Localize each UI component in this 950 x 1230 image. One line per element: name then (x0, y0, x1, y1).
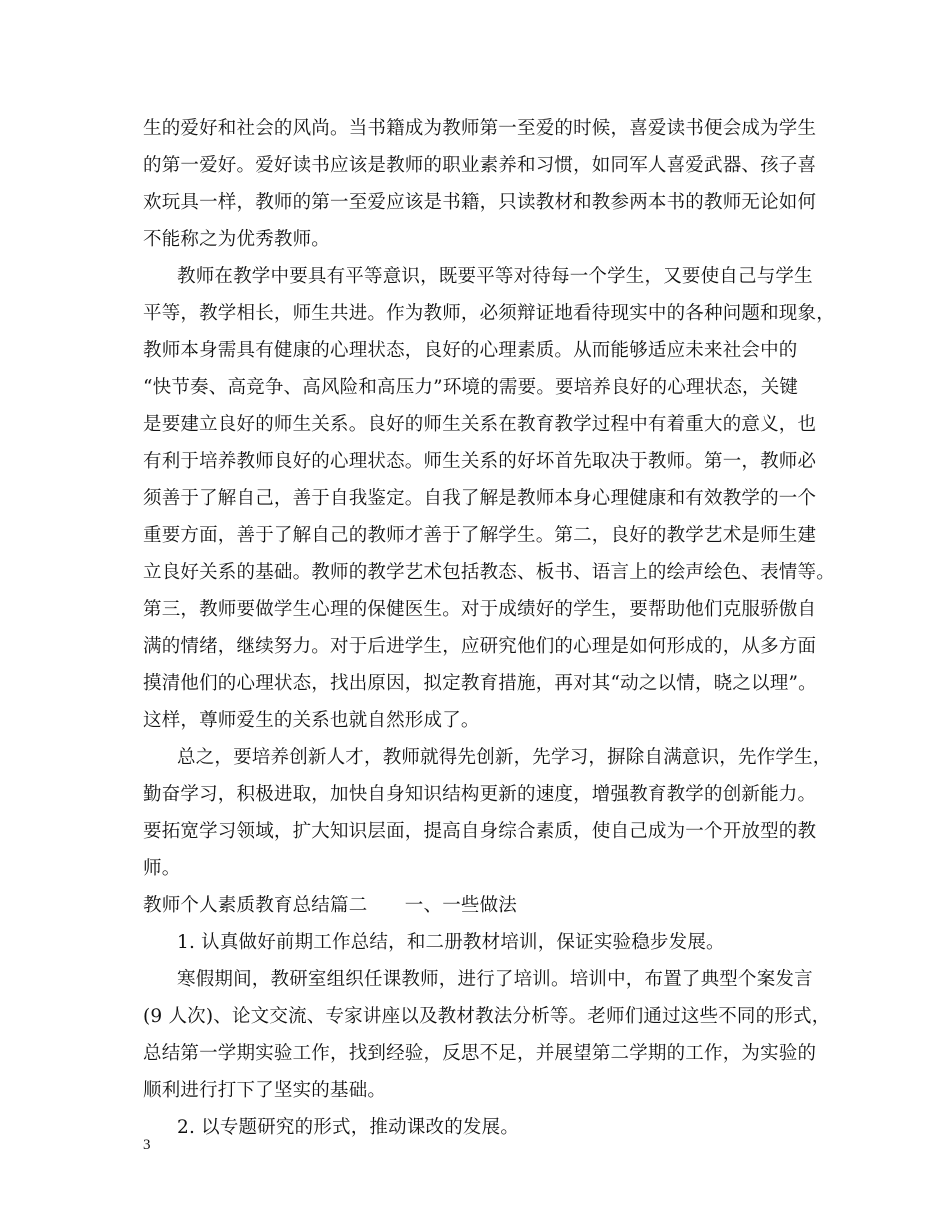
text-line: 师。 (143, 858, 181, 879)
text-line: 不能称之为优秀教师。 (143, 229, 331, 250)
text-line: 重要方面，善于了解自己的教师才善于了解学生。第二，良好的教学艺术是师生建 (143, 525, 817, 546)
section-heading: 教师个人素质教育总结篇二 一、一些做法 (143, 895, 518, 916)
text-line: 是要建立良好的师生关系。良好的师生关系在教育教学过程中有着重大的意义，也 (143, 414, 817, 435)
paragraph-start-line: 寒假期间，教研室组织任课教师，进行了培训。培训中，布置了典型个案发言 (177, 969, 813, 990)
text-line: 的第一爱好。爱好读书应该是教师的职业素养和习惯，如同军人喜爱武器、孩子喜 (143, 155, 817, 176)
page-number: 3 (143, 1137, 151, 1153)
text-line: 摸清他们的心理状态，找出原因，拟定教育措施，再对其“动之以情，晓之以理”。 (143, 673, 817, 694)
text-line: 满的情绪，继续努力。对于后进学生，应研究他们的心理是如何形成的，从多方面 (143, 636, 817, 657)
text-line: (9 人次)、论文交流、专家讲座以及教材教法分析等。老师们通过这些不同的形式， (143, 1006, 831, 1027)
text-line: 欢玩具一样，教师的第一至爱应该是书籍，只读教材和教参两本书的教师无论如何 (143, 192, 817, 213)
text-line: 教师本身需具有健康的心理状态，良好的心理素质。从而能够适应未来社会中的 (143, 340, 798, 361)
text-line: 立良好关系的基础。教师的教学艺术包括教态、板书、语言上的绘声绘色、表情等。 (143, 562, 835, 583)
paragraph-start-line: 总之，要培养创新人才，教师就得先创新，先学习，摒除自满意识，先作学生， (177, 747, 832, 768)
numbered-item: 2. 以专题研究的形式，推动课改的发展。 (177, 1117, 520, 1138)
text-line: 要拓宽学习领域，扩大知识层面，提高自身综合素质，使自己成为一个开放型的教 (143, 821, 817, 842)
text-line: 顺利进行打下了坚实的基础。 (143, 1080, 387, 1101)
paragraph-start-line: 教师在教学中要具有平等意识，既要平等对待每一个学生，又要使自己与学生 (177, 266, 813, 287)
text-line: 平等，教学相长，师生共进。作为教师，必须辩证地看待现实中的各种问题和现象， (143, 303, 835, 324)
text-line: 第三，教师要做学生心理的保健医生。对于成绩好的学生，要帮助他们克服骄傲自 (143, 599, 817, 620)
text-line: 生的爱好和社会的风尚。当书籍成为教师第一至爱的时候，喜爱读书便会成为学生 (143, 118, 817, 139)
text-line: 这样，尊师爱生的关系也就自然形成了。 (143, 710, 480, 731)
text-line: 勤奋学习，积极进取，加快自身知识结构更新的速度，增强教育教学的创新能力。 (143, 784, 817, 805)
text-line: 须善于了解自己，善于自我鉴定。自我了解是教师本身心理健康和有效教学的一个 (143, 488, 817, 509)
text-line: 总结第一学期实验工作，找到经验，反思不足，并展望第二学期的工作，为实验的 (143, 1043, 817, 1064)
numbered-item: 1. 认真做好前期工作总结，和二册教材培训，保证实验稳步发展。 (177, 932, 725, 953)
text-line: “快节奏、高竞争、高风险和高压力”环境的需要。要培养良好的心理状态，关键 (143, 377, 799, 398)
text-line: 有利于培养教师良好的心理状态。师生关系的好坏首先取决于教师。第一，教师必 (143, 451, 817, 472)
